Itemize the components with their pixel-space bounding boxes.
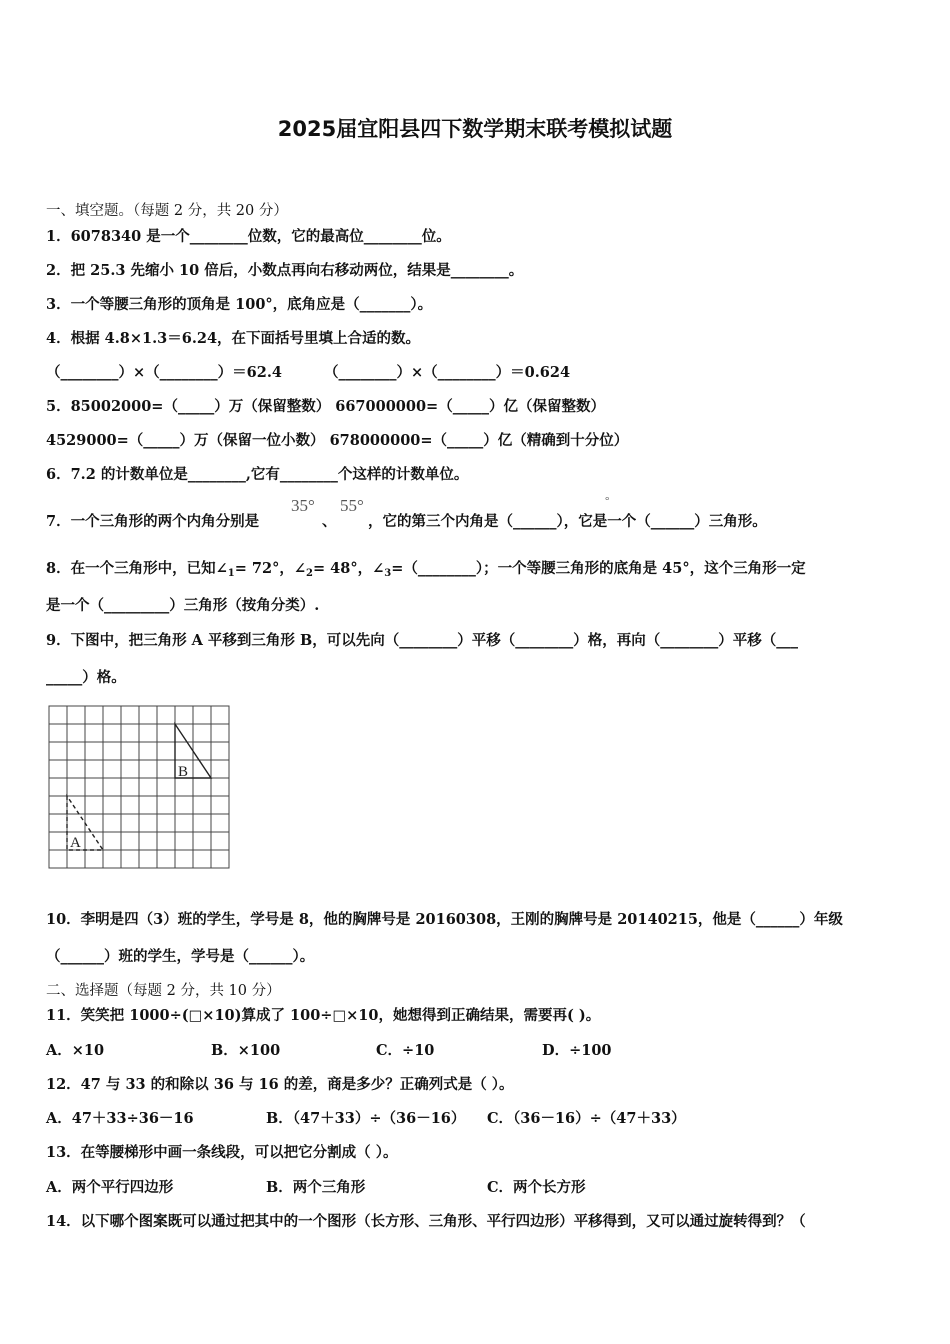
question-7-prefix: 7．一个三角形的两个内角分别是 <box>46 513 260 530</box>
question-12-option-b: B．（47＋33）÷（36－16） <box>266 1110 466 1127</box>
angle-35-label: 35° <box>291 496 315 515</box>
question-8-line-1: 8．在一个三角形中，已知$\angle_1= 72^\circ$，$\angle_2= 48^\circ$，$\angle_3=(\_\_\_\_\_\_\_\_)$；一个等腰三角形的底角是 45°，这个三角形一定 <box>46 560 806 579</box>
question-5-line-1: 5．85002000=（_____）万（保留整数） 667000000=（_____）亿（保留整数） <box>46 398 605 415</box>
question-8-line-2: 是一个（_________）三角形（按角分类）. <box>46 597 320 614</box>
page-title: 2025届宜阳县四下数学期末联考模拟试题 <box>277 117 673 141</box>
question-13-option-a: A．两个平行四边形 <box>46 1179 174 1196</box>
question-11-option-c: C．÷10 <box>376 1042 435 1059</box>
question-10-line-1: 10．李明是四（3）班的学生，学号是 8，他的胸牌号是 20160308，王刚的胸牌号是 20140215，他是（______）年级 <box>46 911 843 928</box>
question-9-line-2: _____）格。 <box>46 669 126 686</box>
question-3: 3．一个等腰三角形的顶角是 100°，底角应是（_______）。 <box>46 296 433 313</box>
question-12-option-a: A．47＋33÷36－16 <box>46 1110 194 1127</box>
triangle-b-label: B <box>178 764 189 780</box>
question-1: 1．6078340 是一个________位数，它的最高位________位。 <box>46 228 451 245</box>
angle-55-label: 55° <box>340 496 364 515</box>
question-14-stem: 14．以下哪个图案既可以通过把其中的一个图形（长方形、三角形、平行四边形）平移得到，又可以通过旋转得到？（ <box>46 1213 806 1230</box>
question-4-blank-a: （________）×（________）＝62.4 <box>46 364 282 381</box>
question-7-suffix: ，它的第三个内角是（______），它是一个（______）三角形。 <box>368 513 767 530</box>
question-4-stem: 4．根据 4.8×1.3＝6.24，在下面括号里填上合适的数。 <box>46 330 421 347</box>
section-1-heading: 一、填空题。（每题 2 分，共 20 分） <box>46 203 288 219</box>
question-5-line-2: 4529000=（_____）万（保留一位小数） 678000000=（_____）亿（精确到十分位） <box>46 432 629 449</box>
triangle-a-label: A <box>70 835 81 851</box>
question-12-option-c: C．（36－16）÷（47＋33） <box>487 1110 686 1127</box>
question-6: 6．7.2 的计数单位是________,它有________个这样的计数单位。 <box>46 466 469 483</box>
question-9-line-1: 9．下图中，把三角形 A 平移到三角形 B，可以先向（________）平移（________）格，再向（________）平移（___ <box>46 632 798 649</box>
degree-mark: ° <box>605 495 610 507</box>
question-11-stem: 11．笑笑把 1000÷(□×10)算成了 100÷□×10，她想得到正确结果，需要再( )。 <box>46 1007 601 1024</box>
question-12-stem: 12．47 与 33 的和除以 36 与 16 的差，商是多少？正确列式是（ ）。 <box>46 1076 514 1093</box>
question-4-blank-b: （________）×（________）＝0.624 <box>324 364 571 381</box>
question-13-option-c: C．两个长方形 <box>487 1179 586 1196</box>
question-2: 2．把 25.3 先缩小 10 倍后，小数点再向右移动两位，结果是________。 <box>46 262 524 279</box>
question-10-line-2: （______）班的学生，学号是（______）。 <box>46 948 315 965</box>
question-7-separator: 、 <box>322 513 337 530</box>
question-11-option-d: D．÷100 <box>542 1042 612 1059</box>
question-11-option-b: B．×100 <box>211 1042 281 1059</box>
section-2-heading: 二、选择题（每题 2 分，共 10 分） <box>46 983 281 999</box>
translation-grid-figure <box>45 702 235 874</box>
question-13-option-b: B．两个三角形 <box>266 1179 366 1196</box>
question-13-stem: 13．在等腰梯形中画一条线段，可以把它分割成（ ）。 <box>46 1144 398 1161</box>
question-11-option-a: A．×10 <box>46 1042 105 1059</box>
